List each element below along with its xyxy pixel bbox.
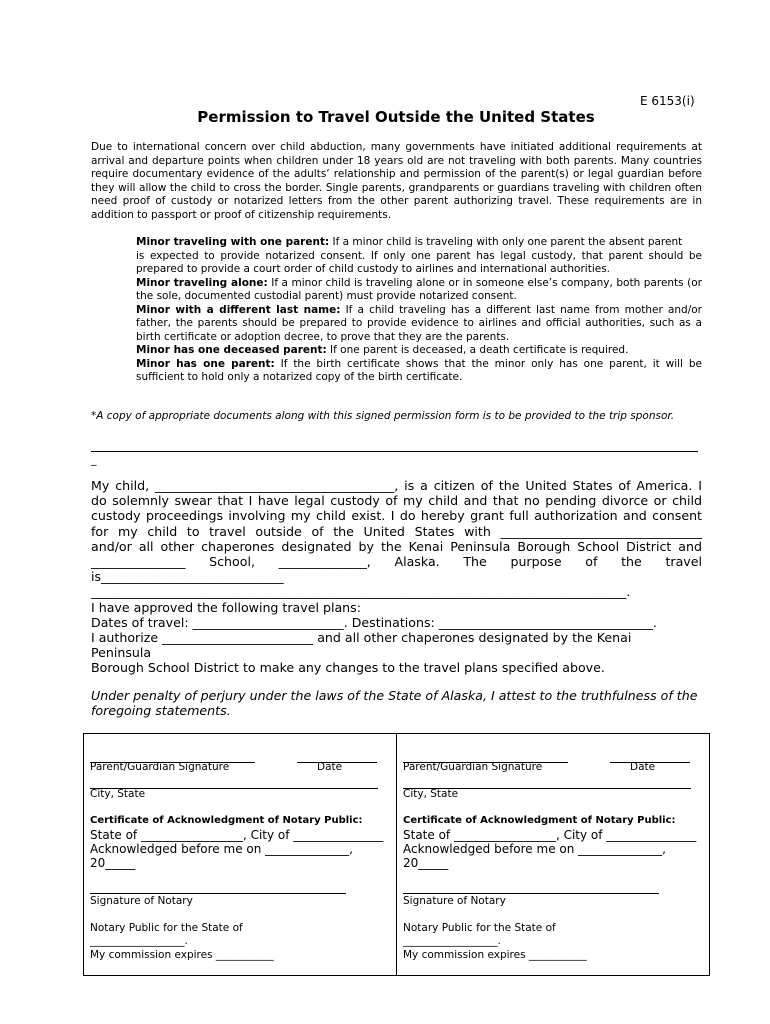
notary-state-blank[interactable]: __________________. [403, 935, 501, 947]
rule-heading: Minor has one parent: [136, 357, 275, 370]
rule-one-parent-only [136, 358, 702, 385]
rule-text: If the birth certificate shows that the minor only has one parent, it will be sufficient to hold only a notarized copy of the birth certificate. [136, 357, 702, 383]
consent-line: and/or all other chaperones designated by the Kenai Peninsula Borough School District and [91, 538, 702, 554]
notary-signature-underline[interactable] [403, 893, 659, 894]
commission-expires-line[interactable]: My commission expires ___________ [403, 949, 587, 961]
consent-line[interactable]: My child, ______________________________________, is a citizen of the United States of America. I [91, 478, 702, 493]
signature-label: Parent/Guardian Signature [403, 761, 543, 773]
purpose-line-continued[interactable]: _____________________________________________________________________________________. [91, 584, 631, 600]
documents-note: *A copy of appropriate documents along with this signed permission form is to be provided to the trip sponsor. [91, 410, 675, 422]
perjury-statement: Under penalty of perjury under the laws of the State of Alaska, I attest to the truthfulness of the foregoing statements. [91, 688, 698, 719]
commission-expires-line[interactable]: My commission expires ___________ [90, 949, 274, 961]
rule-alone [136, 277, 702, 304]
notary-state-blank[interactable]: __________________. [90, 935, 188, 947]
rule-heading: Minor has one deceased parent: [136, 344, 327, 356]
rule-heading: Minor with a different last name: [136, 303, 341, 316]
separator-line [91, 451, 698, 452]
city-state-label: City, State [403, 788, 459, 800]
rule-different-name [136, 304, 702, 345]
rule-text: If one parent is deceased, a death certificate is required. [326, 344, 629, 356]
dates-destinations-line[interactable]: Dates of travel: ________________________. Destinations: __________________________________. [91, 614, 657, 630]
acknowledged-line[interactable]: Acknowledged before me on ______________, [90, 842, 353, 856]
rule-one-parent [136, 236, 702, 277]
separator-mark: _ [91, 453, 97, 466]
state-city-line[interactable]: State of _________________, City of _______________ [403, 828, 697, 842]
page-title: Permission to Travel Outside the United States [197, 108, 595, 126]
state-city-line[interactable]: State of _________________, City of _______________ [90, 828, 384, 842]
notary-signature-underline[interactable] [90, 893, 346, 894]
rule-heading: Minor traveling with one parent: [136, 236, 330, 248]
travel-rules [136, 236, 702, 385]
rule-heading: Minor traveling alone: [136, 276, 268, 289]
consent-statement [91, 478, 702, 676]
notary-public-label: Notary Public for the State of [90, 922, 243, 934]
notary-cert-title: Certificate of Acknowledgment of Notary Public: [403, 815, 676, 826]
signature-divider [396, 733, 397, 976]
rule-deceased-parent [136, 344, 702, 358]
intro-paragraph: Due to international concern over child abduction, many governments have initiated additional requirements at arrival and departure points when children under 18 years old are not traveling with both parents. Many countries require documentary evidence of the adults’ relationship and permission of the parent(s) or legal guardian before they will allow the child to cross the border. Single parents, grandparents or guardians traveling with children often need proof of custody or notarized letters from the other parent authorizing travel. These requirements are in addition to passport or proof of citizenship requirements. [91, 141, 702, 221]
consent-line: do solemnly swear that I have legal custody of my child and that no pending divorce or child [91, 493, 702, 509]
notary-signature-label: Signature of Notary [90, 895, 193, 907]
travel-plans-heading: I have approved the following travel plans: [91, 599, 361, 615]
date-label: Date [630, 761, 656, 773]
purpose-line[interactable]: is_____________________________ [91, 569, 284, 585]
rule-text: is expected to provide notarized consent. If only one parent has legal custody, that parent should be prepared to provide a court order of child custody to airlines and international authorities. [136, 249, 702, 275]
authorize-line: Peninsula [91, 645, 152, 661]
year-line[interactable]: 20_____ [90, 856, 136, 870]
year-line[interactable]: 20_____ [403, 856, 449, 870]
authorize-line[interactable]: I authorize ________________________ and all other chaperones designated by the Kenai [91, 630, 632, 646]
notary-signature-label: Signature of Notary [403, 895, 506, 907]
consent-line[interactable]: _______________ School, ______________, Alaska. The purpose of the travel [91, 554, 702, 570]
city-state-label: City, State [90, 788, 146, 800]
form-number: E 6153(i) [640, 94, 695, 108]
consent-line: custody proceedings involving my child exist. I do hereby grant full authorization and consent [91, 508, 702, 524]
rule-text: If a minor child is traveling with only one parent the absent parent [329, 236, 683, 248]
signature-label: Parent/Guardian Signature [90, 761, 230, 773]
consent-line[interactable]: for my child to travel outside of the United States with ________________________________ [91, 523, 702, 539]
notary-public-label: Notary Public for the State of [403, 922, 556, 934]
acknowledged-line[interactable]: Acknowledged before me on ______________, [403, 842, 666, 856]
rule-text: If a child traveling has a different last name from mother and/or father, the parents should be prepared to provide evidence to airlines and official authorities, such as a birth certificate or adoption decree, to prove that they are the parents. [136, 303, 702, 343]
date-label: Date [317, 761, 343, 773]
notary-cert-title: Certificate of Acknowledgment of Notary Public: [90, 815, 363, 826]
rule-text: If a minor child is traveling alone or in someone else’s company, both parents (or the sole, documented custodial parent) must provide notarized consent. [136, 276, 702, 302]
authorize-line: Borough School District to make any changes to the travel plans specified above. [91, 660, 605, 676]
